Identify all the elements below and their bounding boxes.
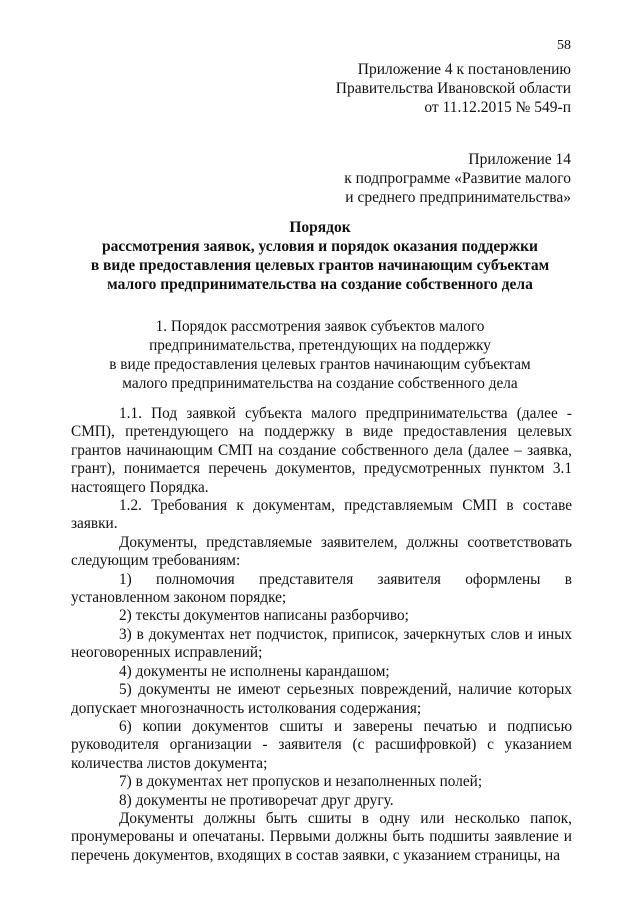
- appendix-14-line: и среднего предпринимательства»: [345, 189, 571, 206]
- appendix-4-line: от 11.12.2015 № 549-п: [424, 99, 571, 116]
- section-heading-line: 1. Порядок рассмотрения заявок субъектов малого: [155, 318, 485, 335]
- body-text: [71, 405, 572, 865]
- requirements-intro: Документы, представляемые заявителем, должны соответствовать следующим требованиям:: [71, 533, 572, 570]
- requirement-item: 7) в документах нет пропусков и незаполненных полей;: [119, 773, 483, 791]
- requirement-item: 1) полномочия представителя заявителя оформлены в установленном законом порядке;: [71, 570, 572, 607]
- document-title: [70, 218, 570, 294]
- paragraph-1-2: 1.2. Требования к документам, представляемым СМП в составе заявки.: [71, 497, 572, 533]
- appendix-14-line: Приложение 14: [468, 151, 571, 168]
- requirement-item: 3) в документах нет подчисток, приписок, зачеркнутых слов и иных неоговоренных исправлений;: [71, 625, 572, 662]
- appendix-4-line: Приложение 4 к постановлению: [357, 61, 571, 78]
- appendix-4-header: [336, 60, 571, 117]
- title-line: Порядок: [289, 219, 351, 236]
- requirement-item: 2) тексты документов написаны разборчиво;: [119, 607, 409, 625]
- requirement-item: 4) документы не исполнены карандашом;: [119, 662, 390, 680]
- section-heading-line: малого предпринимательства на создание собственного дела: [122, 375, 518, 392]
- section-1-heading: [70, 317, 570, 393]
- requirement-item: 6) копии документов сшиты и заверены печатью и подписью руководителя организации - заявителя (с расшифровкой) с указанием количества листов документа;: [71, 717, 572, 772]
- title-line: малого предпринимательства на создание собственного дела: [107, 276, 533, 293]
- binding-paragraph: Документы должны быть сшиты в одну или несколько папок, пронумерованы и опечатаны. Первыми должны быть подшиты заявление и перечень документов, входящих в состав заявки, с указанием страницы, на: [71, 809, 572, 864]
- requirement-item: 8) документы не противоречат друг другу.: [119, 791, 394, 809]
- section-heading-line: предпринимательства, претендующих на поддержку: [149, 337, 491, 354]
- requirement-item: 5) документы не имеют серьезных повреждений, наличие которых допускает многозначность истолкования содержания;: [71, 681, 572, 717]
- section-heading-line: в виде предоставления целевых грантов начинающим субъектам: [109, 356, 531, 373]
- paragraph-1-1: 1.1. Под заявкой субъекта малого предпринимательства (далее - СМП), претендующего на поддержку в виде предоставления целевых грантов начинающим СМП на создание собственного дела (далее – заявка, грант), понимается перечень документов, предусмотренных пунктом 3.1 настоящего Порядка.: [71, 405, 572, 496]
- page-number: 58: [557, 38, 571, 53]
- title-line: рассмотрения заявок, условия и порядок оказания поддержки: [102, 238, 538, 255]
- title-line: в виде предоставления целевых грантов начинающим субъектам: [90, 257, 550, 274]
- appendix-14-line: к подпрограмме «Развитие малого: [344, 170, 571, 187]
- appendix-14-header: [344, 150, 571, 207]
- appendix-4-line: Правительства Ивановской области: [335, 80, 571, 97]
